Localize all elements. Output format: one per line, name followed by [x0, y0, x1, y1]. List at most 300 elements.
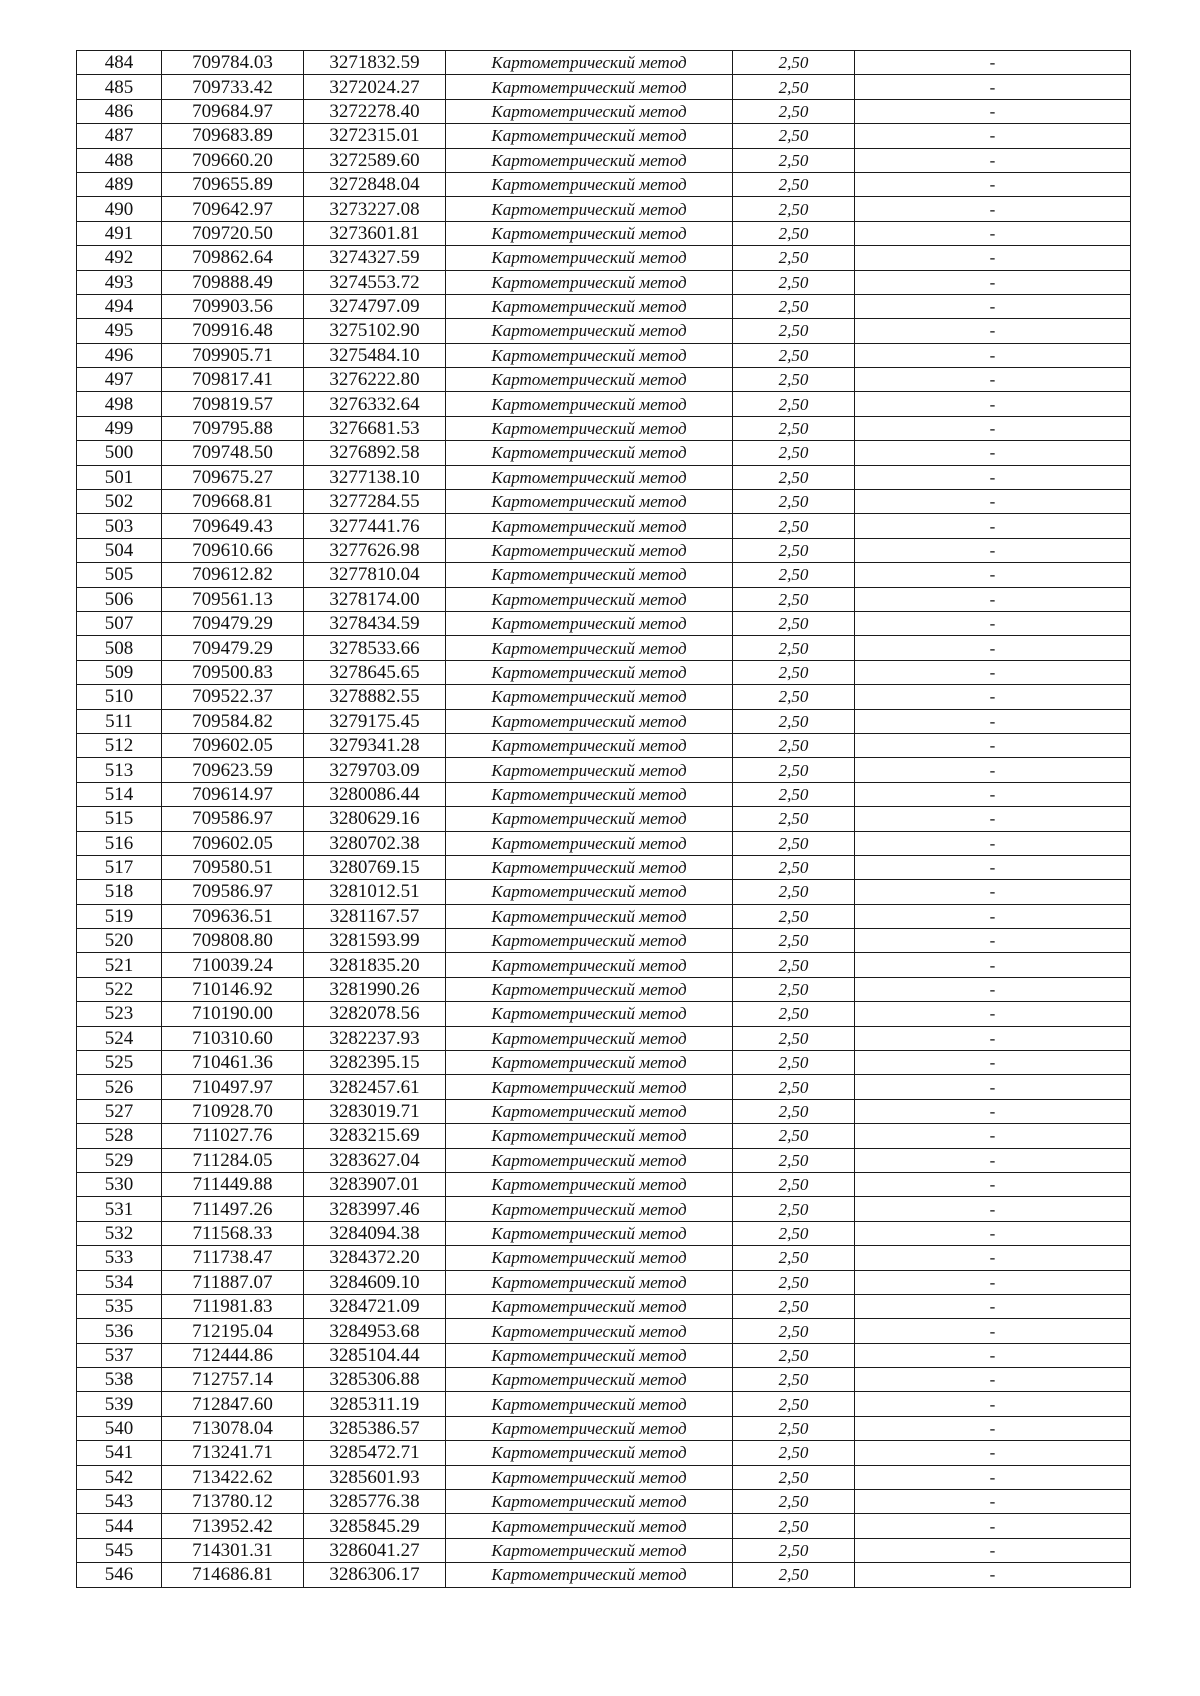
y-coordinate-cell: 3282237.93	[304, 1026, 446, 1050]
method-cell: Картометрический метод	[446, 1538, 733, 1562]
note-cell: -	[855, 831, 1131, 855]
note-cell: -	[855, 611, 1131, 635]
y-coordinate-cell: 3282078.56	[304, 1002, 446, 1026]
y-coordinate-cell: 3286041.27	[304, 1538, 446, 1562]
x-coordinate-cell: 711449.88	[162, 1172, 304, 1196]
note-cell: -	[855, 1319, 1131, 1343]
x-coordinate-cell: 709500.83	[162, 660, 304, 684]
x-coordinate-cell: 713078.04	[162, 1416, 304, 1440]
method-cell: Картометрический метод	[446, 563, 733, 587]
x-coordinate-cell: 712444.86	[162, 1343, 304, 1367]
point-number-cell: 531	[77, 1197, 162, 1221]
method-cell: Картометрический метод	[446, 1465, 733, 1489]
accuracy-cell: 2,50	[733, 1221, 855, 1245]
point-number-cell: 515	[77, 807, 162, 831]
table-row	[77, 636, 1131, 660]
x-coordinate-cell: 711981.83	[162, 1294, 304, 1318]
x-coordinate-cell: 710190.00	[162, 1002, 304, 1026]
x-coordinate-cell: 709683.89	[162, 124, 304, 148]
note-cell: -	[855, 1172, 1131, 1196]
point-number-cell: 543	[77, 1490, 162, 1514]
x-coordinate-cell: 711738.47	[162, 1246, 304, 1270]
point-number-cell: 495	[77, 319, 162, 343]
y-coordinate-cell: 3280629.16	[304, 807, 446, 831]
method-cell: Картометрический метод	[446, 1148, 733, 1172]
table-row	[77, 1538, 1131, 1562]
table-row	[77, 246, 1131, 270]
table-row	[77, 270, 1131, 294]
accuracy-cell: 2,50	[733, 319, 855, 343]
y-coordinate-cell: 3277284.55	[304, 490, 446, 514]
x-coordinate-cell: 712195.04	[162, 1319, 304, 1343]
accuracy-cell: 2,50	[733, 172, 855, 196]
y-coordinate-cell: 3281593.99	[304, 929, 446, 953]
y-coordinate-cell: 3282395.15	[304, 1051, 446, 1075]
accuracy-cell: 2,50	[733, 368, 855, 392]
accuracy-cell: 2,50	[733, 1124, 855, 1148]
x-coordinate-cell: 709479.29	[162, 636, 304, 660]
note-cell: -	[855, 1002, 1131, 1026]
note-cell: -	[855, 294, 1131, 318]
note-cell: -	[855, 1514, 1131, 1538]
y-coordinate-cell: 3276222.80	[304, 368, 446, 392]
point-number-cell: 528	[77, 1124, 162, 1148]
y-coordinate-cell: 3285845.29	[304, 1514, 446, 1538]
method-cell: Картометрический метод	[446, 733, 733, 757]
accuracy-cell: 2,50	[733, 904, 855, 928]
method-cell: Картометрический метод	[446, 51, 733, 75]
y-coordinate-cell: 3279341.28	[304, 733, 446, 757]
table-row	[77, 392, 1131, 416]
table-row	[77, 1563, 1131, 1587]
accuracy-cell: 2,50	[733, 636, 855, 660]
method-cell: Картометрический метод	[446, 197, 733, 221]
note-cell: -	[855, 977, 1131, 1001]
point-number-cell: 504	[77, 538, 162, 562]
y-coordinate-cell: 3283019.71	[304, 1099, 446, 1123]
note-cell: -	[855, 929, 1131, 953]
table-row	[77, 807, 1131, 831]
table-row	[77, 441, 1131, 465]
x-coordinate-cell: 709655.89	[162, 172, 304, 196]
table-row	[77, 1124, 1131, 1148]
accuracy-cell: 2,50	[733, 709, 855, 733]
point-number-cell: 535	[77, 1294, 162, 1318]
note-cell: -	[855, 709, 1131, 733]
method-cell: Картометрический метод	[446, 441, 733, 465]
y-coordinate-cell: 3284953.68	[304, 1319, 446, 1343]
table-row	[77, 1026, 1131, 1050]
y-coordinate-cell: 3280086.44	[304, 782, 446, 806]
table-row	[77, 1221, 1131, 1245]
note-cell: -	[855, 197, 1131, 221]
table-row	[77, 1368, 1131, 1392]
x-coordinate-cell: 714686.81	[162, 1563, 304, 1587]
table-row	[77, 733, 1131, 757]
point-number-cell: 532	[77, 1221, 162, 1245]
table-row	[77, 587, 1131, 611]
y-coordinate-cell: 3284372.20	[304, 1246, 446, 1270]
method-cell: Картометрический метод	[446, 831, 733, 855]
table-row	[77, 855, 1131, 879]
note-cell: -	[855, 343, 1131, 367]
method-cell: Картометрический метод	[446, 611, 733, 635]
accuracy-cell: 2,50	[733, 416, 855, 440]
method-cell: Картометрический метод	[446, 1368, 733, 1392]
x-coordinate-cell: 709819.57	[162, 392, 304, 416]
y-coordinate-cell: 3285311.19	[304, 1392, 446, 1416]
table-row	[77, 831, 1131, 855]
method-cell: Картометрический метод	[446, 1392, 733, 1416]
x-coordinate-cell: 709586.97	[162, 807, 304, 831]
y-coordinate-cell: 3278434.59	[304, 611, 446, 635]
note-cell: -	[855, 1368, 1131, 1392]
table-row	[77, 416, 1131, 440]
note-cell: -	[855, 51, 1131, 75]
x-coordinate-cell: 712847.60	[162, 1392, 304, 1416]
note-cell: -	[855, 1563, 1131, 1587]
point-number-cell: 491	[77, 221, 162, 245]
table-row	[77, 1441, 1131, 1465]
method-cell: Картометрический метод	[446, 368, 733, 392]
point-number-cell: 507	[77, 611, 162, 635]
point-number-cell: 505	[77, 563, 162, 587]
x-coordinate-cell: 709660.20	[162, 148, 304, 172]
table-row	[77, 929, 1131, 953]
point-number-cell: 486	[77, 99, 162, 123]
x-coordinate-cell: 709584.82	[162, 709, 304, 733]
x-coordinate-cell: 709610.66	[162, 538, 304, 562]
accuracy-cell: 2,50	[733, 563, 855, 587]
accuracy-cell: 2,50	[733, 733, 855, 757]
x-coordinate-cell: 709862.64	[162, 246, 304, 270]
y-coordinate-cell: 3274797.09	[304, 294, 446, 318]
x-coordinate-cell: 709720.50	[162, 221, 304, 245]
method-cell: Картометрический метод	[446, 270, 733, 294]
table-row	[77, 782, 1131, 806]
table-row	[77, 880, 1131, 904]
method-cell: Картометрический метод	[446, 172, 733, 196]
method-cell: Картометрический метод	[446, 685, 733, 709]
y-coordinate-cell: 3272024.27	[304, 75, 446, 99]
x-coordinate-cell: 710146.92	[162, 977, 304, 1001]
x-coordinate-cell: 709903.56	[162, 294, 304, 318]
table-row	[77, 75, 1131, 99]
table-row	[77, 1294, 1131, 1318]
table-row	[77, 1246, 1131, 1270]
method-cell: Картометрический метод	[446, 587, 733, 611]
method-cell: Картометрический метод	[446, 1441, 733, 1465]
note-cell: -	[855, 221, 1131, 245]
accuracy-cell: 2,50	[733, 977, 855, 1001]
x-coordinate-cell: 709614.97	[162, 782, 304, 806]
point-number-cell: 484	[77, 51, 162, 75]
method-cell: Картометрический метод	[446, 392, 733, 416]
method-cell: Картометрический метод	[446, 758, 733, 782]
table-row	[77, 124, 1131, 148]
table-row	[77, 1514, 1131, 1538]
accuracy-cell: 2,50	[733, 587, 855, 611]
method-cell: Картометрический метод	[446, 660, 733, 684]
point-number-cell: 525	[77, 1051, 162, 1075]
method-cell: Картометрический метод	[446, 807, 733, 831]
accuracy-cell: 2,50	[733, 1441, 855, 1465]
table-row	[77, 319, 1131, 343]
method-cell: Картометрический метод	[446, 904, 733, 928]
note-cell: -	[855, 733, 1131, 757]
y-coordinate-cell: 3284094.38	[304, 1221, 446, 1245]
table-row	[77, 1172, 1131, 1196]
point-number-cell: 526	[77, 1075, 162, 1099]
y-coordinate-cell: 3278645.65	[304, 660, 446, 684]
y-coordinate-cell: 3277138.10	[304, 465, 446, 489]
accuracy-cell: 2,50	[733, 343, 855, 367]
point-number-cell: 520	[77, 929, 162, 953]
method-cell: Картометрический метод	[446, 1172, 733, 1196]
point-number-cell: 541	[77, 1441, 162, 1465]
table-row	[77, 1490, 1131, 1514]
note-cell: -	[855, 880, 1131, 904]
method-cell: Картометрический метод	[446, 514, 733, 538]
accuracy-cell: 2,50	[733, 660, 855, 684]
point-number-cell: 538	[77, 1368, 162, 1392]
accuracy-cell: 2,50	[733, 953, 855, 977]
table-row	[77, 514, 1131, 538]
y-coordinate-cell: 3274327.59	[304, 246, 446, 270]
point-number-cell: 530	[77, 1172, 162, 1196]
method-cell: Картометрический метод	[446, 1075, 733, 1099]
x-coordinate-cell: 711887.07	[162, 1270, 304, 1294]
point-number-cell: 536	[77, 1319, 162, 1343]
accuracy-cell: 2,50	[733, 1319, 855, 1343]
y-coordinate-cell: 3284721.09	[304, 1294, 446, 1318]
y-coordinate-cell: 3281012.51	[304, 880, 446, 904]
x-coordinate-cell: 711284.05	[162, 1148, 304, 1172]
method-cell: Картометрический метод	[446, 855, 733, 879]
method-cell: Картометрический метод	[446, 1294, 733, 1318]
note-cell: -	[855, 1246, 1131, 1270]
point-number-cell: 485	[77, 75, 162, 99]
accuracy-cell: 2,50	[733, 685, 855, 709]
table-row	[77, 904, 1131, 928]
point-number-cell: 516	[77, 831, 162, 855]
x-coordinate-cell: 709684.97	[162, 99, 304, 123]
x-coordinate-cell: 709795.88	[162, 416, 304, 440]
y-coordinate-cell: 3278533.66	[304, 636, 446, 660]
point-number-cell: 488	[77, 148, 162, 172]
method-cell: Картометрический метод	[446, 1514, 733, 1538]
point-number-cell: 502	[77, 490, 162, 514]
x-coordinate-cell: 711568.33	[162, 1221, 304, 1245]
table-row	[77, 1270, 1131, 1294]
point-number-cell: 545	[77, 1538, 162, 1562]
x-coordinate-cell: 709636.51	[162, 904, 304, 928]
method-cell: Картометрический метод	[446, 1051, 733, 1075]
method-cell: Картометрический метод	[446, 1416, 733, 1440]
note-cell: -	[855, 1294, 1131, 1318]
table-row	[77, 1099, 1131, 1123]
method-cell: Картометрический метод	[446, 1490, 733, 1514]
method-cell: Картометрический метод	[446, 1563, 733, 1587]
note-cell: -	[855, 1026, 1131, 1050]
accuracy-cell: 2,50	[733, 1075, 855, 1099]
accuracy-cell: 2,50	[733, 221, 855, 245]
method-cell: Картометрический метод	[446, 1270, 733, 1294]
accuracy-cell: 2,50	[733, 514, 855, 538]
y-coordinate-cell: 3277626.98	[304, 538, 446, 562]
note-cell: -	[855, 124, 1131, 148]
point-number-cell: 523	[77, 1002, 162, 1026]
note-cell: -	[855, 172, 1131, 196]
table-row	[77, 953, 1131, 977]
accuracy-cell: 2,50	[733, 1197, 855, 1221]
y-coordinate-cell: 3285306.88	[304, 1368, 446, 1392]
y-coordinate-cell: 3275102.90	[304, 319, 446, 343]
y-coordinate-cell: 3281835.20	[304, 953, 446, 977]
y-coordinate-cell: 3273601.81	[304, 221, 446, 245]
x-coordinate-cell: 709733.42	[162, 75, 304, 99]
point-number-cell: 510	[77, 685, 162, 709]
method-cell: Картометрический метод	[446, 1002, 733, 1026]
accuracy-cell: 2,50	[733, 1002, 855, 1026]
table-row	[77, 1148, 1131, 1172]
x-coordinate-cell: 709561.13	[162, 587, 304, 611]
x-coordinate-cell: 713952.42	[162, 1514, 304, 1538]
y-coordinate-cell: 3279175.45	[304, 709, 446, 733]
accuracy-cell: 2,50	[733, 1099, 855, 1123]
note-cell: -	[855, 660, 1131, 684]
x-coordinate-cell: 709888.49	[162, 270, 304, 294]
accuracy-cell: 2,50	[733, 1368, 855, 1392]
table-row	[77, 538, 1131, 562]
table-row	[77, 1002, 1131, 1026]
accuracy-cell: 2,50	[733, 1172, 855, 1196]
point-number-cell: 509	[77, 660, 162, 684]
accuracy-cell: 2,50	[733, 1270, 855, 1294]
point-number-cell: 522	[77, 977, 162, 1001]
x-coordinate-cell: 710310.60	[162, 1026, 304, 1050]
y-coordinate-cell: 3272315.01	[304, 124, 446, 148]
point-number-cell: 527	[77, 1099, 162, 1123]
x-coordinate-cell: 709623.59	[162, 758, 304, 782]
accuracy-cell: 2,50	[733, 51, 855, 75]
coordinates-table	[76, 50, 1131, 1588]
note-cell: -	[855, 270, 1131, 294]
y-coordinate-cell: 3285104.44	[304, 1343, 446, 1367]
point-number-cell: 512	[77, 733, 162, 757]
accuracy-cell: 2,50	[733, 1514, 855, 1538]
point-number-cell: 518	[77, 880, 162, 904]
method-cell: Картометрический метод	[446, 929, 733, 953]
note-cell: -	[855, 782, 1131, 806]
point-number-cell: 492	[77, 246, 162, 270]
table-row	[77, 343, 1131, 367]
method-cell: Картометрический метод	[446, 1026, 733, 1050]
y-coordinate-cell: 3276892.58	[304, 441, 446, 465]
x-coordinate-cell: 714301.31	[162, 1538, 304, 1562]
x-coordinate-cell: 709586.97	[162, 880, 304, 904]
x-coordinate-cell: 710461.36	[162, 1051, 304, 1075]
point-number-cell: 519	[77, 904, 162, 928]
x-coordinate-cell: 713780.12	[162, 1490, 304, 1514]
y-coordinate-cell: 3273227.08	[304, 197, 446, 221]
method-cell: Картометрический метод	[446, 99, 733, 123]
point-number-cell: 537	[77, 1343, 162, 1367]
point-number-cell: 499	[77, 416, 162, 440]
x-coordinate-cell: 709642.97	[162, 197, 304, 221]
note-cell: -	[855, 75, 1131, 99]
x-coordinate-cell: 713241.71	[162, 1441, 304, 1465]
note-cell: -	[855, 99, 1131, 123]
accuracy-cell: 2,50	[733, 929, 855, 953]
y-coordinate-cell: 3272589.60	[304, 148, 446, 172]
point-number-cell: 511	[77, 709, 162, 733]
accuracy-cell: 2,50	[733, 1392, 855, 1416]
y-coordinate-cell: 3284609.10	[304, 1270, 446, 1294]
point-number-cell: 500	[77, 441, 162, 465]
point-number-cell: 506	[77, 587, 162, 611]
note-cell: -	[855, 1075, 1131, 1099]
method-cell: Картометрический метод	[446, 880, 733, 904]
note-cell: -	[855, 1538, 1131, 1562]
accuracy-cell: 2,50	[733, 855, 855, 879]
table-row	[77, 197, 1131, 221]
table-row	[77, 368, 1131, 392]
y-coordinate-cell: 3283907.01	[304, 1172, 446, 1196]
point-number-cell: 514	[77, 782, 162, 806]
x-coordinate-cell: 709649.43	[162, 514, 304, 538]
table-row	[77, 709, 1131, 733]
x-coordinate-cell: 709612.82	[162, 563, 304, 587]
table-row	[77, 221, 1131, 245]
accuracy-cell: 2,50	[733, 1148, 855, 1172]
y-coordinate-cell: 3275484.10	[304, 343, 446, 367]
table-row	[77, 51, 1131, 75]
accuracy-cell: 2,50	[733, 1416, 855, 1440]
note-cell: -	[855, 416, 1131, 440]
point-number-cell: 521	[77, 953, 162, 977]
table-row	[77, 563, 1131, 587]
note-cell: -	[855, 514, 1131, 538]
x-coordinate-cell: 711497.26	[162, 1197, 304, 1221]
y-coordinate-cell: 3272848.04	[304, 172, 446, 196]
y-coordinate-cell: 3285601.93	[304, 1465, 446, 1489]
accuracy-cell: 2,50	[733, 490, 855, 514]
note-cell: -	[855, 953, 1131, 977]
method-cell: Картометрический метод	[446, 246, 733, 270]
x-coordinate-cell: 712757.14	[162, 1368, 304, 1392]
accuracy-cell: 2,50	[733, 294, 855, 318]
y-coordinate-cell: 3285472.71	[304, 1441, 446, 1465]
method-cell: Картометрический метод	[446, 221, 733, 245]
method-cell: Картометрический метод	[446, 343, 733, 367]
table-row	[77, 1465, 1131, 1489]
table-row	[77, 1343, 1131, 1367]
y-coordinate-cell: 3278882.55	[304, 685, 446, 709]
table-row	[77, 1075, 1131, 1099]
y-coordinate-cell: 3279703.09	[304, 758, 446, 782]
point-number-cell: 524	[77, 1026, 162, 1050]
point-number-cell: 501	[77, 465, 162, 489]
accuracy-cell: 2,50	[733, 441, 855, 465]
note-cell: -	[855, 855, 1131, 879]
point-number-cell: 542	[77, 1465, 162, 1489]
y-coordinate-cell: 3286306.17	[304, 1563, 446, 1587]
accuracy-cell: 2,50	[733, 1026, 855, 1050]
accuracy-cell: 2,50	[733, 1490, 855, 1514]
y-coordinate-cell: 3271832.59	[304, 51, 446, 75]
point-number-cell: 544	[77, 1514, 162, 1538]
